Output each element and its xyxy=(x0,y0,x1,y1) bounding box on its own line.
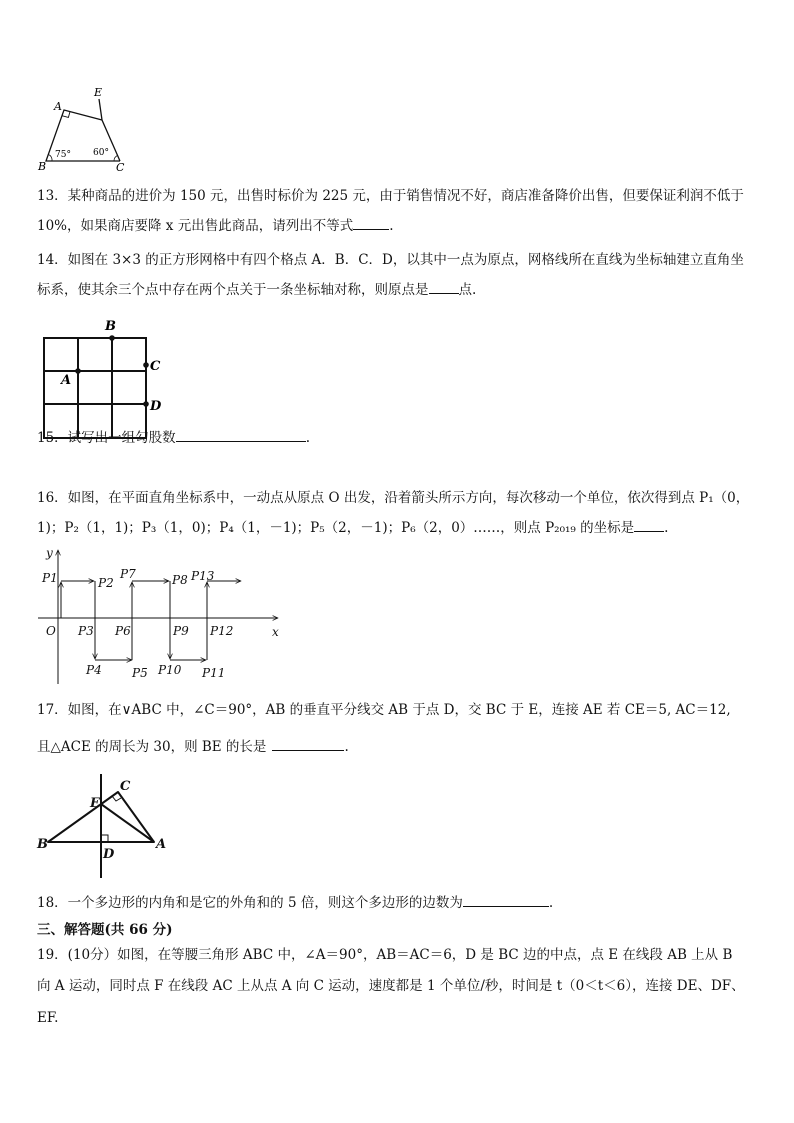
label-p8: P8 xyxy=(172,573,188,587)
label-p7: P7 xyxy=(120,567,136,581)
q16-line2-post: . xyxy=(664,520,669,536)
trapezoid-figure xyxy=(36,84,136,174)
label-b: B xyxy=(37,837,48,852)
label-p1: P1 xyxy=(42,571,58,585)
segment-ae xyxy=(101,804,154,842)
q18-answer-blank[interactable] xyxy=(463,893,549,907)
q16-answer-blank[interactable] xyxy=(634,518,664,532)
label-e: E xyxy=(90,796,100,811)
path-segments xyxy=(61,581,241,660)
right-angle-mark-c xyxy=(112,796,121,801)
right-angle-mark-d xyxy=(101,835,108,842)
q17-answer-blank[interactable] xyxy=(272,737,344,751)
q13-line2-pre: 10%，如果商店要降 x 元出售此商品，请列出不等式 xyxy=(37,218,354,234)
q13-line2-post: . xyxy=(389,218,394,234)
label-c: C xyxy=(120,779,131,794)
q14-line2-pre: 标系，使其余三个点中存在两个点关于一条坐标轴对称，则原点是 xyxy=(37,282,429,298)
q13-line1: 13．某种商品的进价为 150 元，出售时标价为 225 元，由于销售情况不好，商店准备降价出售，但要保证利润不低于 xyxy=(37,188,744,204)
q13-answer-blank[interactable] xyxy=(353,216,389,230)
label-d: D xyxy=(150,399,162,414)
q19-line3: EF. xyxy=(37,1010,59,1026)
label-x: x xyxy=(272,625,279,639)
q18-post: . xyxy=(548,895,554,911)
q18 xyxy=(37,893,553,913)
label-p2: P2 xyxy=(98,576,114,590)
angle-b-value: 75° xyxy=(55,150,71,160)
point-c xyxy=(143,362,149,368)
label-c: C xyxy=(150,359,161,374)
path-figure xyxy=(34,544,284,686)
q14-answer-blank[interactable] xyxy=(429,280,459,294)
q19-line2: 向 A 运动，同时点 F 在线段 AC 上从点 A 向 C 运动，速度都是 1 个单位/秒，时间是 t（0＜t＜6），连接 DE、DF、 xyxy=(37,978,745,994)
point-a xyxy=(75,368,81,374)
label-b: B xyxy=(105,319,116,334)
q14-line2-post: 点. xyxy=(458,282,477,298)
label-e: E xyxy=(94,86,103,99)
label-origin: O xyxy=(46,624,56,638)
q15-post: . xyxy=(305,430,310,446)
label-p12: P12 xyxy=(210,624,234,638)
q13-line2 xyxy=(37,216,394,236)
q17-line2 xyxy=(37,737,349,757)
label-p10: P10 xyxy=(158,663,182,677)
side-e-extension xyxy=(99,99,102,120)
label-a: A xyxy=(61,373,72,388)
label-p3: P3 xyxy=(78,624,94,638)
triangle-figure xyxy=(36,772,172,882)
label-a: A xyxy=(156,837,167,852)
label-p13: P13 xyxy=(191,569,215,583)
angle-arc-b xyxy=(49,155,53,162)
point-b xyxy=(109,335,115,341)
q14-line2 xyxy=(37,280,476,300)
q14-line1: 14．如图在 3×3 的正方形网格中有四个格点 A．B．C．D，以其中一点为原点，网格线所在直线为坐标轴建立直角坐 xyxy=(37,252,744,268)
q19-line1: 19．(10分）如图，在等腰三角形 ABC 中，∠A＝90°，AB＝AC＝6，D 是 BC 边的中点，点 E 在线段 AB 上从 B xyxy=(37,947,733,963)
grid-figure xyxy=(36,316,166,442)
q16-line2 xyxy=(37,518,668,538)
q15-answer-blank[interactable] xyxy=(176,428,306,442)
q15-pre: 15．试写出一组勾股数 xyxy=(37,430,176,446)
q18-pre: 18．一个多边形的内角和是它的外角和的 5 倍，则这个多边形的边数为 xyxy=(37,895,463,911)
label-d: D xyxy=(103,847,115,862)
label-a: A xyxy=(54,100,62,113)
label-c: C xyxy=(116,161,125,174)
q17-line1: 17．如图，在∨ABC 中，∠C＝90°，AB 的垂直平分线交 AB 于点 D，交 BC 于 E，连接 AE 若 CE＝5, AC＝12, xyxy=(37,702,731,718)
label-p6: P6 xyxy=(115,624,131,638)
label-y: y xyxy=(46,546,53,560)
grid-border xyxy=(44,338,146,438)
q16-line2-pre: 1)；P₂（1，1)；P₃（1，0)；P₄（1，－1)；P₅（2，－1)；P₆（2，0）……，则点 P₂₀₁₉ 的坐标是 xyxy=(37,520,635,536)
section-heading: 三、解答题(共 66 分) xyxy=(37,922,173,938)
label-p11: P11 xyxy=(202,666,226,680)
label-b: B xyxy=(38,160,47,173)
label-p5: P5 xyxy=(132,666,148,680)
q17-line2-pre: 且△ACE 的周长为 30，则 BE 的长是 xyxy=(37,739,267,755)
q17-line2-post: . xyxy=(344,739,349,755)
angle-c-value: 60° xyxy=(93,148,109,158)
point-d xyxy=(143,401,149,407)
label-p9: P9 xyxy=(173,624,189,638)
q15 xyxy=(37,428,310,448)
label-p4: P4 xyxy=(86,663,102,677)
q16-line1: 16．如图，在平面直角坐标系中，一动点从原点 O 出发，沿着箭头所示方向，每次移动一个单位，依次得到点 P₁（0， xyxy=(37,490,750,506)
